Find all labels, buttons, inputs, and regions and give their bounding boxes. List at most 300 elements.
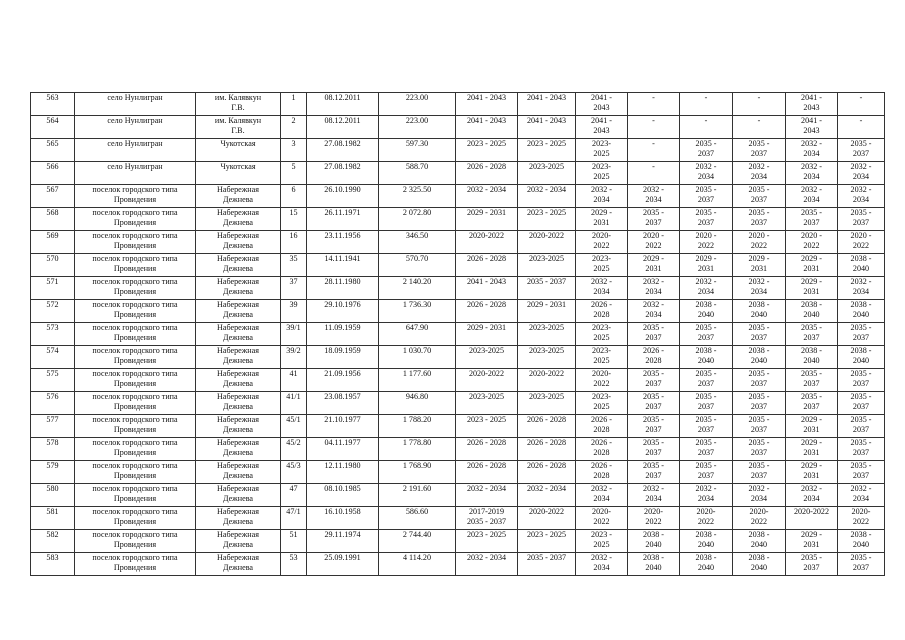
row-number-cell: 582 [31, 530, 75, 553]
area-cell: 2 072.80 [379, 208, 456, 231]
period-7-cell: 2041 - 2043 [786, 116, 838, 139]
area-cell: 1 788.20 [379, 415, 456, 438]
settlement-cell: поселок городского типа Провидения [75, 438, 196, 461]
period-5-cell: 2035 - 2037 [680, 415, 733, 438]
commission-date-cell: 29.11.1974 [307, 530, 379, 553]
commission-date-cell: 21.10.1977 [307, 415, 379, 438]
area-cell: 2 140.20 [379, 277, 456, 300]
period-5-cell: 2035 - 2037 [680, 369, 733, 392]
commission-date-cell: 26.11.1971 [307, 208, 379, 231]
period-1-cell: 2026 - 2028 [456, 254, 518, 277]
period-2-cell: 2023-2025 [518, 346, 576, 369]
period-1-cell: 2023 - 2025 [456, 415, 518, 438]
table-row [31, 254, 885, 277]
table-row [31, 93, 885, 116]
period-7-cell: 2029 - 2031 [786, 461, 838, 484]
row-number-cell: 579 [31, 461, 75, 484]
period-3-cell: 2020- 2022 [576, 507, 628, 530]
period-1-cell: 2032 - 2034 [456, 185, 518, 208]
area-cell: 946.80 [379, 392, 456, 415]
period-8-cell: 2020 - 2022 [838, 231, 885, 254]
period-4-cell: 2032 - 2034 [628, 300, 680, 323]
table-row [31, 484, 885, 507]
house-number-cell: 39/1 [281, 323, 307, 346]
street-cell: Набережная Дежнева [196, 277, 281, 300]
period-7-cell: 2029 - 2031 [786, 415, 838, 438]
period-8-cell: 2032 - 2034 [838, 484, 885, 507]
period-5-cell: - [680, 116, 733, 139]
period-3-cell: 2041 - 2043 [576, 116, 628, 139]
period-8-cell: 2038 - 2040 [838, 254, 885, 277]
period-5-cell: 2032 - 2034 [680, 162, 733, 185]
street-cell: Набережная Дежнева [196, 553, 281, 576]
house-number-cell: 45/3 [281, 461, 307, 484]
commission-date-cell: 04.11.1977 [307, 438, 379, 461]
period-8-cell: 2035 - 2037 [838, 438, 885, 461]
period-5-cell: 2035 - 2037 [680, 139, 733, 162]
period-6-cell: 2035 - 2037 [733, 185, 786, 208]
period-2-cell: 2020-2022 [518, 231, 576, 254]
period-1-cell: 2041 - 2043 [456, 93, 518, 116]
period-1-cell: 2041 - 2043 [456, 116, 518, 139]
period-2-cell: 2029 - 2031 [518, 300, 576, 323]
housing-register-table [30, 92, 885, 576]
row-number-cell: 572 [31, 300, 75, 323]
area-cell: 597.30 [379, 139, 456, 162]
street-cell: им. Калявкун Г.В. [196, 116, 281, 139]
period-1-cell: 2032 - 2034 [456, 553, 518, 576]
house-number-cell: 45/1 [281, 415, 307, 438]
table-row [31, 392, 885, 415]
period-4-cell: 2020- 2022 [628, 507, 680, 530]
period-7-cell: 2029 - 2031 [786, 530, 838, 553]
area-cell: 223.00 [379, 93, 456, 116]
settlement-cell: поселок городского типа Провидения [75, 346, 196, 369]
period-7-cell: 2032 - 2034 [786, 185, 838, 208]
street-cell: Набережная Дежнева [196, 392, 281, 415]
street-cell: Чукотская [196, 139, 281, 162]
period-8-cell: - [838, 93, 885, 116]
period-6-cell: 2035 - 2037 [733, 323, 786, 346]
house-number-cell: 47 [281, 484, 307, 507]
period-4-cell: 2035 - 2037 [628, 461, 680, 484]
row-number-cell: 567 [31, 185, 75, 208]
period-2-cell: 2023-2025 [518, 323, 576, 346]
table-row [31, 369, 885, 392]
period-3-cell: 2026 - 2028 [576, 438, 628, 461]
period-2-cell: 2035 - 2037 [518, 553, 576, 576]
area-cell: 223.00 [379, 116, 456, 139]
period-8-cell: 2035 - 2037 [838, 415, 885, 438]
street-cell: Набережная Дежнева [196, 185, 281, 208]
row-number-cell: 565 [31, 139, 75, 162]
area-cell: 4 114.20 [379, 553, 456, 576]
period-2-cell: 2020-2022 [518, 507, 576, 530]
row-number-cell: 581 [31, 507, 75, 530]
period-2-cell: 2023-2025 [518, 254, 576, 277]
house-number-cell: 5 [281, 162, 307, 185]
settlement-cell: поселок городского типа Провидения [75, 415, 196, 438]
period-4-cell: 2029 - 2031 [628, 254, 680, 277]
period-6-cell: 2035 - 2037 [733, 392, 786, 415]
settlement-cell: село Нунлигран [75, 162, 196, 185]
period-7-cell: 2032 - 2034 [786, 139, 838, 162]
period-7-cell: 2035 - 2037 [786, 392, 838, 415]
period-3-cell: 2032 - 2034 [576, 484, 628, 507]
house-number-cell: 15 [281, 208, 307, 231]
period-5-cell: 2035 - 2037 [680, 392, 733, 415]
commission-date-cell: 12.11.1980 [307, 461, 379, 484]
settlement-cell: поселок городского типа Провидения [75, 208, 196, 231]
period-4-cell: 2038 - 2040 [628, 530, 680, 553]
commission-date-cell: 27.08.1982 [307, 139, 379, 162]
period-7-cell: 2038 - 2040 [786, 346, 838, 369]
period-2-cell: 2023-2025 [518, 392, 576, 415]
area-cell: 1 778.80 [379, 438, 456, 461]
period-1-cell: 2026 - 2028 [456, 461, 518, 484]
period-6-cell: 2038 - 2040 [733, 553, 786, 576]
period-2-cell: 2032 - 2034 [518, 484, 576, 507]
settlement-cell: поселок городского типа Провидения [75, 392, 196, 415]
period-4-cell: 2032 - 2034 [628, 277, 680, 300]
commission-date-cell: 08.10.1985 [307, 484, 379, 507]
street-cell: Набережная Дежнева [196, 369, 281, 392]
period-3-cell: 2032 - 2034 [576, 277, 628, 300]
area-cell: 1 768.90 [379, 461, 456, 484]
period-7-cell: 2035 - 2037 [786, 323, 838, 346]
period-8-cell: 2032 - 2034 [838, 277, 885, 300]
settlement-cell: поселок городского типа Провидения [75, 300, 196, 323]
period-4-cell: - [628, 93, 680, 116]
period-4-cell: 2035 - 2037 [628, 438, 680, 461]
street-cell: Набережная Дежнева [196, 323, 281, 346]
period-6-cell: 2020- 2022 [733, 507, 786, 530]
period-7-cell: 2035 - 2037 [786, 208, 838, 231]
period-5-cell: 2020- 2022 [680, 507, 733, 530]
period-6-cell: 2038 - 2040 [733, 530, 786, 553]
period-7-cell: 2020 - 2022 [786, 231, 838, 254]
period-1-cell: 2029 - 2031 [456, 323, 518, 346]
period-3-cell: 2020- 2022 [576, 369, 628, 392]
period-8-cell: 2038 - 2040 [838, 300, 885, 323]
period-5-cell: 2035 - 2037 [680, 323, 733, 346]
commission-date-cell: 23.08.1957 [307, 392, 379, 415]
period-2-cell: 2020-2022 [518, 369, 576, 392]
period-7-cell: 2032 - 2034 [786, 484, 838, 507]
street-cell: Набережная Дежнева [196, 346, 281, 369]
house-number-cell: 1 [281, 93, 307, 116]
period-3-cell: 2026 - 2028 [576, 461, 628, 484]
period-6-cell: 2038 - 2040 [733, 346, 786, 369]
period-8-cell: 2032 - 2034 [838, 185, 885, 208]
row-number-cell: 575 [31, 369, 75, 392]
area-cell: 647.90 [379, 323, 456, 346]
commission-date-cell: 28.11.1980 [307, 277, 379, 300]
period-4-cell: 2032 - 2034 [628, 484, 680, 507]
period-4-cell: - [628, 162, 680, 185]
settlement-cell: поселок городского типа Провидения [75, 461, 196, 484]
table-row [31, 231, 885, 254]
period-6-cell: - [733, 93, 786, 116]
period-2-cell: 2041 - 2043 [518, 93, 576, 116]
period-5-cell: 2038 - 2040 [680, 530, 733, 553]
row-number-cell: 583 [31, 553, 75, 576]
settlement-cell: поселок городского типа Провидения [75, 369, 196, 392]
house-number-cell: 41 [281, 369, 307, 392]
period-8-cell: 2035 - 2037 [838, 323, 885, 346]
row-number-cell: 569 [31, 231, 75, 254]
period-6-cell: 2020 - 2022 [733, 231, 786, 254]
street-cell: Набережная Дежнева [196, 254, 281, 277]
period-6-cell: 2032 - 2034 [733, 484, 786, 507]
period-8-cell: 2038 - 2040 [838, 530, 885, 553]
house-number-cell: 53 [281, 553, 307, 576]
commission-date-cell: 14.11.1941 [307, 254, 379, 277]
period-6-cell: - [733, 116, 786, 139]
period-7-cell: 2029 - 2031 [786, 254, 838, 277]
period-2-cell: 2023 - 2025 [518, 208, 576, 231]
row-number-cell: 566 [31, 162, 75, 185]
area-cell: 588.70 [379, 162, 456, 185]
period-7-cell: 2035 - 2037 [786, 369, 838, 392]
period-4-cell: 2035 - 2037 [628, 208, 680, 231]
row-number-cell: 576 [31, 392, 75, 415]
period-2-cell: 2023-2025 [518, 162, 576, 185]
commission-date-cell: 18.09.1959 [307, 346, 379, 369]
row-number-cell: 570 [31, 254, 75, 277]
period-3-cell: 2041 - 2043 [576, 93, 628, 116]
row-number-cell: 571 [31, 277, 75, 300]
house-number-cell: 37 [281, 277, 307, 300]
period-5-cell: - [680, 93, 733, 116]
area-cell: 2 191.60 [379, 484, 456, 507]
table-row [31, 323, 885, 346]
period-6-cell: 2029 - 2031 [733, 254, 786, 277]
period-2-cell: 2026 - 2028 [518, 461, 576, 484]
row-number-cell: 574 [31, 346, 75, 369]
settlement-cell: поселок городского типа Провидения [75, 254, 196, 277]
period-2-cell: 2035 - 2037 [518, 277, 576, 300]
period-1-cell: 2026 - 2028 [456, 438, 518, 461]
period-7-cell: 2035 - 2037 [786, 553, 838, 576]
period-6-cell: 2035 - 2037 [733, 461, 786, 484]
period-4-cell: 2035 - 2037 [628, 323, 680, 346]
street-cell: Набережная Дежнева [196, 484, 281, 507]
house-number-cell: 45/2 [281, 438, 307, 461]
settlement-cell: поселок городского типа Провидения [75, 231, 196, 254]
period-7-cell: 2038 - 2040 [786, 300, 838, 323]
period-6-cell: 2032 - 2034 [733, 162, 786, 185]
settlement-cell: поселок городского типа Провидения [75, 530, 196, 553]
period-5-cell: 2020 - 2022 [680, 231, 733, 254]
period-4-cell: 2020 - 2022 [628, 231, 680, 254]
settlement-cell: поселок городского типа Провидения [75, 507, 196, 530]
settlement-cell: село Нунлигран [75, 93, 196, 116]
period-8-cell: 2020- 2022 [838, 507, 885, 530]
period-3-cell: 2023- 2025 [576, 254, 628, 277]
row-number-cell: 578 [31, 438, 75, 461]
period-1-cell: 2023 - 2025 [456, 139, 518, 162]
table-row [31, 507, 885, 530]
commission-date-cell: 08.12.2011 [307, 116, 379, 139]
street-cell: Набережная Дежнева [196, 300, 281, 323]
street-cell: Набережная Дежнева [196, 507, 281, 530]
commission-date-cell: 08.12.2011 [307, 93, 379, 116]
period-1-cell: 2020-2022 [456, 369, 518, 392]
period-3-cell: 2023- 2025 [576, 392, 628, 415]
period-1-cell: 2029 - 2031 [456, 208, 518, 231]
row-number-cell: 577 [31, 415, 75, 438]
table-row [31, 530, 885, 553]
table-row [31, 277, 885, 300]
table-row [31, 185, 885, 208]
period-7-cell: 2020-2022 [786, 507, 838, 530]
area-cell: 2 744.40 [379, 530, 456, 553]
area-cell: 1 736.30 [379, 300, 456, 323]
settlement-cell: село Нунлигран [75, 139, 196, 162]
table-row [31, 346, 885, 369]
period-3-cell: 2023- 2025 [576, 346, 628, 369]
period-8-cell: 2035 - 2037 [838, 139, 885, 162]
period-2-cell: 2026 - 2028 [518, 438, 576, 461]
settlement-cell: поселок городского типа Провидения [75, 323, 196, 346]
commission-date-cell: 26.10.1990 [307, 185, 379, 208]
period-8-cell: 2035 - 2037 [838, 369, 885, 392]
period-4-cell: 2035 - 2037 [628, 415, 680, 438]
settlement-cell: поселок городского типа Провидения [75, 277, 196, 300]
period-8-cell: 2035 - 2037 [838, 461, 885, 484]
row-number-cell: 563 [31, 93, 75, 116]
commission-date-cell: 21.09.1956 [307, 369, 379, 392]
period-4-cell: 2035 - 2037 [628, 369, 680, 392]
period-1-cell: 2041 - 2043 [456, 277, 518, 300]
period-8-cell: 2035 - 2037 [838, 553, 885, 576]
period-6-cell: 2035 - 2037 [733, 139, 786, 162]
period-6-cell: 2035 - 2037 [733, 208, 786, 231]
period-5-cell: 2029 - 2031 [680, 254, 733, 277]
row-number-cell: 564 [31, 116, 75, 139]
period-8-cell: 2035 - 2037 [838, 392, 885, 415]
row-number-cell: 573 [31, 323, 75, 346]
period-4-cell: 2032 - 2034 [628, 185, 680, 208]
house-number-cell: 2 [281, 116, 307, 139]
area-cell: 1 030.70 [379, 346, 456, 369]
street-cell: Набережная Дежнева [196, 530, 281, 553]
street-cell: Набережная Дежнева [196, 231, 281, 254]
table-row [31, 162, 885, 185]
house-number-cell: 35 [281, 254, 307, 277]
house-number-cell: 16 [281, 231, 307, 254]
period-1-cell: 2017-2019 2035 - 2037 [456, 507, 518, 530]
period-6-cell: 2035 - 2037 [733, 438, 786, 461]
house-number-cell: 41/1 [281, 392, 307, 415]
settlement-cell: поселок городского типа Провидения [75, 553, 196, 576]
period-6-cell: 2035 - 2037 [733, 369, 786, 392]
area-cell: 346.50 [379, 231, 456, 254]
period-4-cell: 2038 - 2040 [628, 553, 680, 576]
period-8-cell: 2035 - 2037 [838, 208, 885, 231]
period-8-cell: 2038 - 2040 [838, 346, 885, 369]
area-cell: 586.60 [379, 507, 456, 530]
table-row [31, 300, 885, 323]
period-1-cell: 2026 - 2028 [456, 162, 518, 185]
street-cell: Набережная Дежнева [196, 415, 281, 438]
commission-date-cell: 16.10.1958 [307, 507, 379, 530]
period-3-cell: 2032 - 2034 [576, 553, 628, 576]
period-6-cell: 2038 - 2040 [733, 300, 786, 323]
house-number-cell: 51 [281, 530, 307, 553]
period-7-cell: 2029 - 2031 [786, 438, 838, 461]
street-cell: Чукотская [196, 162, 281, 185]
period-5-cell: 2035 - 2037 [680, 438, 733, 461]
period-2-cell: 2023 - 2025 [518, 530, 576, 553]
period-3-cell: 2023- 2025 [576, 162, 628, 185]
period-2-cell: 2026 - 2028 [518, 415, 576, 438]
period-3-cell: 2032 - 2034 [576, 185, 628, 208]
table-row [31, 208, 885, 231]
period-5-cell: 2038 - 2040 [680, 346, 733, 369]
table-row [31, 553, 885, 576]
commission-date-cell: 27.08.1982 [307, 162, 379, 185]
row-number-cell: 580 [31, 484, 75, 507]
street-cell: Набережная Дежнева [196, 208, 281, 231]
period-1-cell: 2026 - 2028 [456, 300, 518, 323]
area-cell: 570.70 [379, 254, 456, 277]
period-1-cell: 2023 - 2025 [456, 530, 518, 553]
table-row [31, 438, 885, 461]
table-body [31, 93, 885, 576]
period-5-cell: 2035 - 2037 [680, 208, 733, 231]
period-3-cell: 2023- 2025 [576, 139, 628, 162]
street-cell: Набережная Дежнева [196, 438, 281, 461]
street-cell: им. Калявкун Г.В. [196, 93, 281, 116]
area-cell: 2 325.50 [379, 185, 456, 208]
period-5-cell: 2032 - 2034 [680, 277, 733, 300]
house-number-cell: 39/2 [281, 346, 307, 369]
period-1-cell: 2020-2022 [456, 231, 518, 254]
period-2-cell: 2041 - 2043 [518, 116, 576, 139]
period-3-cell: 2029 - 2031 [576, 208, 628, 231]
table-row [31, 139, 885, 162]
house-number-cell: 6 [281, 185, 307, 208]
period-1-cell: 2023-2025 [456, 392, 518, 415]
period-7-cell: 2041 - 2043 [786, 93, 838, 116]
period-4-cell: - [628, 139, 680, 162]
settlement-cell: поселок городского типа Провидения [75, 185, 196, 208]
commission-date-cell: 29.10.1976 [307, 300, 379, 323]
area-cell: 1 177.60 [379, 369, 456, 392]
period-3-cell: 2020- 2022 [576, 231, 628, 254]
period-3-cell: 2026 - 2028 [576, 415, 628, 438]
period-6-cell: 2035 - 2037 [733, 415, 786, 438]
house-number-cell: 39 [281, 300, 307, 323]
period-7-cell: 2029 - 2031 [786, 277, 838, 300]
period-1-cell: 2032 - 2034 [456, 484, 518, 507]
period-5-cell: 2038 - 2040 [680, 300, 733, 323]
period-2-cell: 2023 - 2025 [518, 139, 576, 162]
period-2-cell: 2032 - 2034 [518, 185, 576, 208]
period-3-cell: 2026 - 2028 [576, 300, 628, 323]
table-row [31, 461, 885, 484]
table-row [31, 415, 885, 438]
period-5-cell: 2038 - 2040 [680, 553, 733, 576]
period-4-cell: 2035 - 2037 [628, 392, 680, 415]
period-4-cell: - [628, 116, 680, 139]
period-8-cell: 2032 - 2034 [838, 162, 885, 185]
row-number-cell: 568 [31, 208, 75, 231]
period-5-cell: 2032 - 2034 [680, 484, 733, 507]
street-cell: Набережная Дежнева [196, 461, 281, 484]
